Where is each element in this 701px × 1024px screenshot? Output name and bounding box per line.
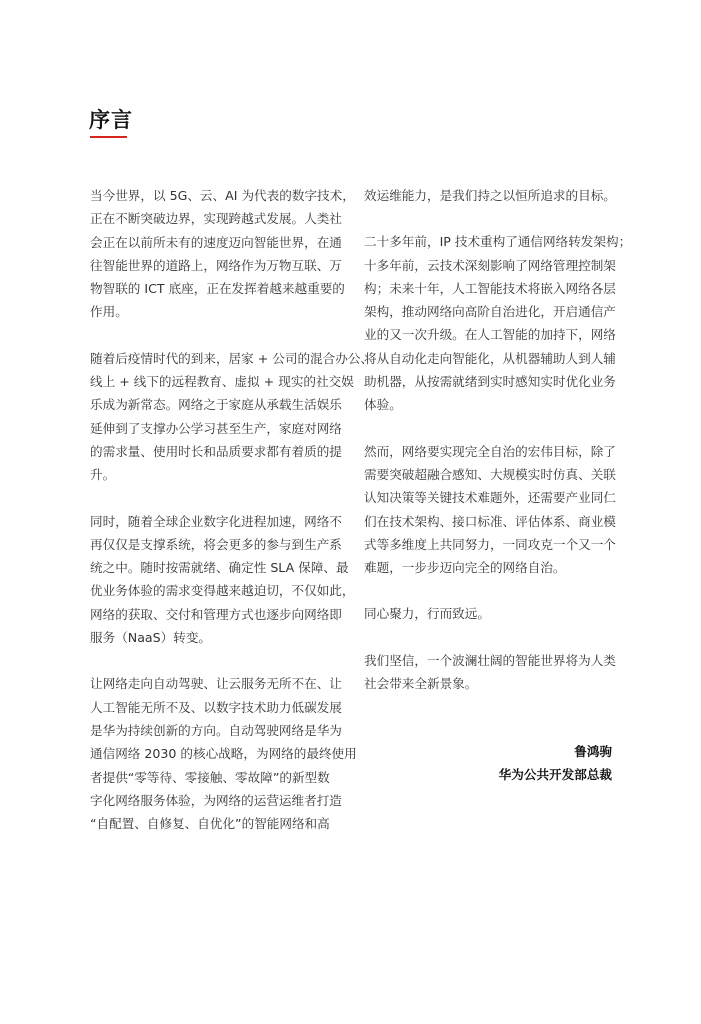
paragraph — [90, 672, 357, 835]
text-line: 延伸到了支撑办公学习甚至生产，家庭对网络 — [90, 420, 342, 436]
text-line: 字化网络服务体验，为网络的运营运维者打造 — [90, 792, 342, 808]
text-line: 效运维能力，是我们持之以恒所追求的目标。 — [364, 188, 616, 203]
text-line: 将从自动化走向智能化，从机器辅助人到人辅 — [364, 350, 616, 366]
text-line: 物智联的 ICT 底座，正在发挥着越来越重要的 — [90, 281, 345, 297]
text-line: 升。 — [90, 467, 116, 483]
paragraph — [90, 347, 374, 487]
text-line: “自配置、自修复、自优化”的智能网络和高 — [90, 816, 330, 832]
text-line: 乐成为新常态。网络之于家庭从承载生活娱乐 — [90, 397, 342, 413]
left-column — [90, 184, 374, 835]
text-line: 同时，随着全球企业数字化进程加速，网络不 — [90, 513, 342, 529]
text-line: 人工智能无所不及、以数字技术助力低碳发展 — [90, 699, 342, 715]
text-line: 二十多年前，IP 技术重构了通信网络转发架构； — [364, 234, 632, 250]
text-line: 然而，网络要实现完全自治的宏伟目标，除了 — [364, 443, 616, 459]
text-line: 当今世界，以 5G、云、AI 为代表的数字技术， — [90, 188, 355, 203]
text-line: 们在技术架构、接口标准、评估体系、商业模 — [364, 513, 616, 529]
paragraph — [364, 649, 616, 696]
text-line: 的需求量、使用时长和品质要求都有着质的提 — [90, 443, 342, 459]
text-line: 随着后疫情时代的到来，居家 + 公司的混合办公、 — [90, 350, 374, 366]
text-line: 认知决策等关键技术难题外，还需要产业同仁 — [364, 490, 616, 506]
text-line: 业的又一次升级。在人工智能的加持下，网络 — [364, 327, 616, 343]
text-line: 往智能世界的道路上，网络作为万物互联、万 — [90, 257, 342, 273]
paragraph — [364, 230, 632, 416]
signature-title: 华为公共开发部总裁 — [498, 767, 612, 782]
text-line: 者提供“零等待、零接触、零故障”的新型数 — [90, 769, 330, 785]
text-line: 线上 + 线下的远程教育、虚拟 + 现实的社交娱 — [90, 374, 354, 390]
text-line: 构；未来十年，人工智能技术将嵌入网络各层 — [364, 280, 616, 296]
text-line: 会正在以前所未有的速度迈向智能世界，在通 — [90, 234, 342, 250]
page-title: 序言 — [89, 108, 133, 132]
text-line: 网络的获取、交付和管理方式也逐步向网络即 — [90, 606, 342, 622]
paragraph — [364, 602, 612, 625]
text-line: 社会带来全新景象。 — [364, 676, 478, 692]
text-line: 我们坚信，一个波澜壮阔的智能世界将为人类 — [364, 652, 616, 668]
paragraph — [90, 184, 355, 324]
text-line: 再仅仅是支撑系统，将会更多的参与到生产系 — [90, 536, 342, 552]
title-underline — [90, 136, 127, 138]
text-line: 作用。 — [90, 304, 128, 320]
text-line: 难题，一步步迈向完全的网络自治。 — [364, 560, 566, 576]
paragraph — [90, 510, 355, 650]
text-line: 服务（NaaS）转变。 — [90, 630, 212, 646]
text-line: 让网络走向自动驾驶、让云服务无所不在、让 — [90, 676, 342, 692]
text-line: 体验。 — [364, 397, 402, 413]
text-line: 架构，推动网络向高阶自治进化，开启通信产 — [364, 304, 616, 320]
paragraph — [364, 440, 616, 580]
text-line: 优业务体验的需求变得越来越迫切，不仅如此， — [90, 583, 355, 599]
text-line: 正在不断突破边界，实现跨越式发展。人类社 — [90, 211, 342, 227]
text-line: 助机器，从按需就绪到实时感知实时优化业务 — [364, 374, 616, 390]
text-line: 同心聚力，行而致远。 — [364, 606, 490, 622]
text-line: 通信网络 2030 的核心战略，为网络的最终使用 — [90, 746, 357, 762]
right-column — [364, 184, 632, 695]
paragraph — [364, 184, 616, 207]
text-line: 统之中。随时按需就绪、确定性 SLA 保障、最 — [90, 560, 349, 576]
text-line: 式等多维度上共同努力，一同攻克一个又一个 — [364, 536, 616, 552]
signature-name: 鲁鸿驹 — [574, 744, 612, 759]
text-line: 需要突破超融合感知、大规模实时仿真、关联 — [364, 466, 616, 482]
text-line: 是华为持续创新的方向。自动驾驶网络是华为 — [90, 722, 342, 738]
text-line: 十多年前，云技术深刻影响了网络管理控制架 — [364, 257, 616, 273]
